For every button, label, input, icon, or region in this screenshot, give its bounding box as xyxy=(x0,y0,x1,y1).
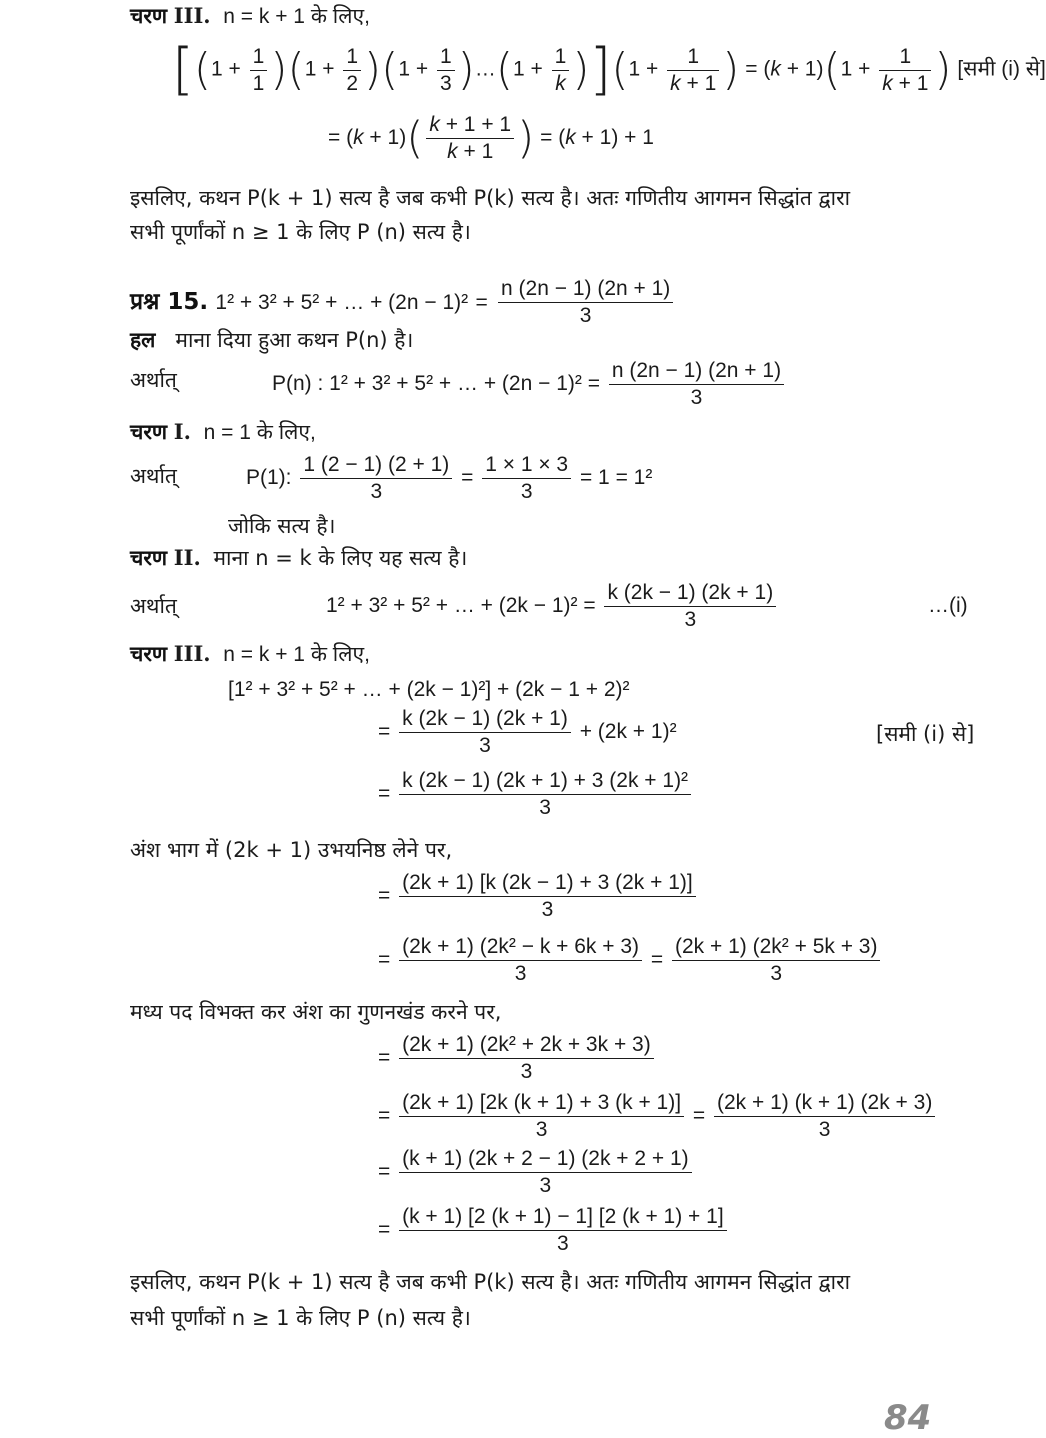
step3-line-6: = $\frac{\text{(2k + 1) (2k² + 2k + 3k + 3)}}{3}$ xyxy=(378,1032,657,1085)
step3-line-2: = $\frac{k (2k - 1) (2k + 1)}{3}$ + (2k + 1)² xyxy=(378,707,677,757)
split-middle-term-text: मध्य पद विभक्त कर अंश का गुणनखंड करने पर, xyxy=(130,1000,502,1024)
equation-reference-2: [समी (i) से] xyxy=(876,722,975,746)
step3-line-1: [1² + 3² + 5² + … + (2k − 1)²] + (2k − 1 + 2)² xyxy=(228,678,630,701)
arthat-label-1: अर्थात् xyxy=(130,368,177,392)
conclusion-1-line-1: इसलिए, कथन P(k + 1) सत्य है जब कभी P(k) सत्य है। अतः गणितीय आगमन सिद्धांत द्वारा xyxy=(130,186,851,210)
pn-statement: P(n) : 1² + 3² + 5² + … + (2n − 1)² = $\frac{n (2n - 1) (2n + 1)}{3}$ xyxy=(272,358,787,411)
arthat-label-2: अर्थात् xyxy=(130,464,177,488)
solution-intro: हल माना दिया हुआ कथन P(n) है। xyxy=(130,328,414,352)
product-equation: [(1 + $\frac{1}{1}$ )(1 + $\frac{1}{2}$ )(1 + $\frac{1}{3}$ )…(1 + $\frac{1}{k}$ )](1 + $\frac{1}{k + 1}$ ) = (k + 1)(1 + $\frac{1}{k + 1}$ ) [समी (i) से] xyxy=(172,37,1046,102)
step3-line-7: = $\frac{(2k + 1) [2k (k + 1) + 3 (k + 1)]}{3}$ = $\frac{(2k + 1) (k + 1) (2k + 3)}{3}$ xyxy=(378,1090,938,1143)
equation-label-i: …(i) xyxy=(928,594,968,617)
p1-check: P(1): $\frac{1 (2 - 1) (2 + 1)}{3}$ = $\frac{1 \times 1 \times 3}{3}$ = 1 = 1² xyxy=(246,453,653,503)
page-number: 84 xyxy=(884,1398,932,1438)
equation-reference: [समी (i) से] xyxy=(957,57,1046,81)
step3-line-8: = $\frac{(k + 1) (2k + 2 - 1) (2k + 2 + 1)}{3}$ xyxy=(378,1146,695,1199)
conclusion-2-line-2: सभी पूर्णांकों n ≥ 1 के लिए P (n) सत्य है। xyxy=(130,1306,471,1330)
step3-line-3: = $\frac{\text{k (2k − 1) (2k + 1) + 3 (2k + 1)²}}{3}$ xyxy=(378,768,694,821)
step2-heading: चरण II. माना n = k के लिए यह सत्य है। xyxy=(130,545,468,570)
arthat-label-3: अर्थात् xyxy=(130,594,177,618)
conclusion-1-line-2: सभी पूर्णांकों n ≥ 1 के लिए P (n) सत्य है। xyxy=(130,220,471,244)
step3-line-4: = $\frac{(2k + 1) [k (2k - 1) + 3 (2k + 1)]}{3}$ xyxy=(378,870,699,923)
step1-heading: चरण I. n = 1 के लिए, xyxy=(130,419,316,444)
step3-heading: चरण III. n = k + 1 के लिए, xyxy=(130,641,370,666)
question-15-heading: प्रश्न 15. 1² + 3² + 5² + … + (2n − 1)² = $\frac{n (2n - 1) (2n + 1)}{3}$ xyxy=(130,276,676,329)
conclusion-2-line-1: इसलिए, कथन P(k + 1) सत्य है जब कभी P(k) सत्य है। अतः गणितीय आगमन सिद्धांत द्वारा xyxy=(130,1270,851,1294)
common-factor-text: अंश भाग में (2k + 1) उभयनिष्ठ लेने पर, xyxy=(130,838,453,862)
true-statement: जोकि सत्य है। xyxy=(228,514,336,538)
pk-assumption: 1² + 3² + 5² + … + (2k − 1)² = $\frac{k (2k - 1) (2k + 1)}{3}$ xyxy=(326,580,779,633)
step3-heading-prev: चरण III. n = k + 1 के लिए, xyxy=(130,3,370,28)
step3-line-5: = $\frac{\text{(2k + 1) (2k² − k + 6k + 3)}}{3}$ = $\frac{\text{(2k + 1) (2k² + 5k + 3)}}{3}$ xyxy=(378,934,883,987)
product-result: = (k + 1)( $\frac{k + 1 + 1}{k + 1}$ ) = (k + 1) + 1 xyxy=(328,112,654,164)
step3-line-9: = $\frac{(k + 1) [2 (k + 1) - 1] [2 (k + 1) + 1]}{3}$ xyxy=(378,1204,730,1257)
